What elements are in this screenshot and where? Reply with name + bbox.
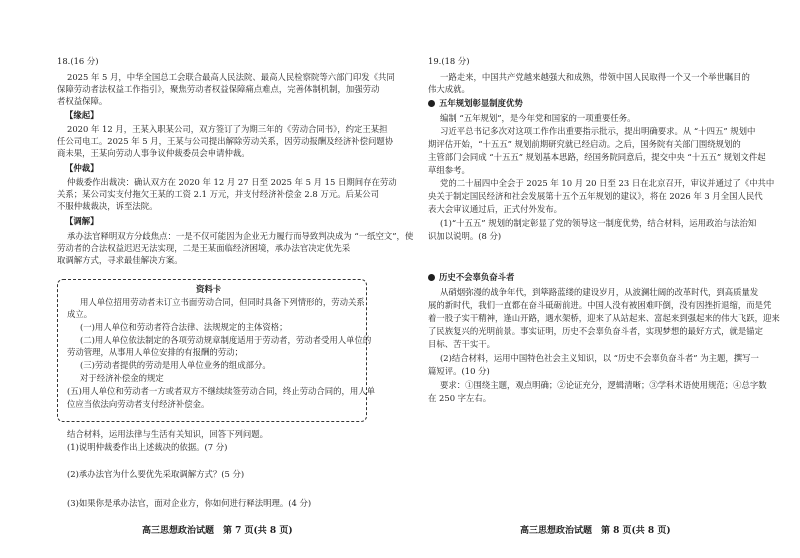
plan-text-line: 期评估开始，“十五五” 规划前期研究就已经启动。之后，国务院有关部门围绕规划的 [428,139,741,149]
section-title-plan: 五年规划彰显制度优势 [428,98,523,109]
info-card-line: 位应当依法向劳动者支付经济补偿金。 [67,399,210,409]
q18-para-line: 保障劳动者法权益工作指引》，聚焦劳动者权益保障痛点难点，完善体制机制，加强劳动 [57,84,380,94]
question-18-heading: 18.(16 分) [57,56,99,66]
section-title-history: 历史不会辜负奋斗者 [428,272,514,283]
question-19-heading: 19.(18 分) [428,56,470,66]
sub-question-2: 篇短评。(10 分) [428,366,490,376]
info-card-line: 成立。 [67,309,93,319]
sub-question-2: (2)结合材料，运用中国特色社会主义知识，以 “历史不会辜负奋斗者” 为主题，撰写一 [440,353,759,363]
case-text-line: 商未果，王某向劳动人事争议仲裁委员会申请仲裁。 [57,148,250,158]
bullet-icon [428,274,435,281]
info-card-line: (一)用人单位和劳动者符合法律、法规规定的主体资格； [80,322,288,332]
sub-question-3: (3)如果你是承办法官，面对企业方，你如何进行释法明理。(4 分) [67,498,312,508]
q19-intro-line: 伟大成就。 [428,84,470,94]
mediation-text-line: 取调解方式，寻求最佳解决方案。 [57,255,183,265]
info-card-title: 资料卡 [196,284,222,294]
plan-text-line: 党的二十届四中全会于 2025 年 10 月 20 日至 23 日在北京召开，审议并通过了《中共中 [440,178,775,188]
section-label-mediation: 【调解】 [65,216,99,226]
mediation-text-line: 承办法官释明双方分歧焦点：一是不仅可能因为企业无力履行而导致判决成为 “一纸空文”，使 [67,231,414,241]
case-text-line: 任公司电工。2025 年 5 月，王某与公司提出解除劳动关系，因劳动报酬及经济补偿问题协 [57,136,394,146]
history-text-line: 目标、苦干实干。 [428,339,495,349]
info-card-line: (三)劳动者提供的劳动是用人单位业务的组成部分。 [80,360,271,370]
bullet-icon [428,100,435,107]
history-text-line: 展的新时代，我们一直都在奋斗砥砺前进。中国人没有被困难吓倒，没有因挫折退缩，而是凭 [428,300,772,310]
info-card-line: (五)用人单位和劳动者一方或者双方不继续续签劳动合同，终止劳动合同的，用人单 [67,386,376,396]
history-text-line: 着一股子实干精神，逢山开路，遇水架桥，迎来了从站起来、富起来到强起来的伟大飞跃，迎来 [428,313,780,323]
history-text-line: 从硝烟弥漫的战争年代，到筚路蓝缕的建设岁月，从波澜壮阔的改革时代，到高质量发 [440,287,759,297]
page-footer: 高三思想政治试题 第 7 页(共 8 页) [142,526,293,536]
info-card-line: 用人单位招用劳动者未订立书面劳动合同，但同时具备下列情形的，劳动关系 [80,297,365,307]
info-card-line: (二)用人单位依法制定的各项劳动规章制度适用于劳动者，劳动者受用人单位的 [80,335,372,345]
history-text-line: 了民族复兴的光明前景。事实证明，历史不会辜负奋斗者，实现梦想的最好方式，就是锚定 [428,326,763,336]
section-label-origin: 【缘起】 [65,110,99,120]
arbitration-text-line: 关系；某公司实支付拖欠王某的工资 2.1 万元，并支付经济补偿金 2.8 万元。后某公司 [57,189,380,199]
sub-question-1: (1)说明仲裁委作出上述裁决的依据。(7 分) [67,442,228,452]
plan-text-line: 主管部门会同成 “十五五” 规划基本思路，经国务院同意后，提交中央 “十五五” 规划文件起 [428,152,766,162]
sub-question-2: (2)承办法官为什么要优先采取调解方式？(5 分) [67,469,245,479]
case-text-line: 2020 年 12 月，王某入职某公司，双方签订了为期三年的《劳动合同书》，约定王某担 [67,124,388,134]
sub-question-1: 识加以说明。(8 分) [428,231,502,241]
section-label-arbitration: 【仲裁】 [65,163,99,173]
info-card-line: 劳动管理，从事用人单位安排的有报酬的劳动； [67,347,243,357]
info-card-line: 对于经济补偿金的规定 [80,373,164,383]
arbitration-text-line: 不服仲裁裁决，诉至法院。 [57,201,158,211]
requirements-line: 在 250 字左右。 [428,393,492,403]
plan-text-line: 草组参考。 [428,165,470,175]
q18-para-line: 者权益保障。 [57,96,108,106]
plan-text-line: 编制 “五年规划”，是今年党和国家的一项重要任务。 [440,113,636,123]
sub-question-1: (1)“十五五” 规划的制定彰显了党的领导这一制度优势，结合材料，运用政治与法治知 [440,218,757,228]
mediation-text-line: 劳动者的合法权益迟迟无法实现，二是王某面临经济困境，承办法官决定优先采 [57,243,351,253]
plan-text-line: 表大会审议通过后，正式付外发布。 [428,204,562,214]
q18-para-line: 2025 年 5 月，中华全国总工会联合最高人民法院、最高人民检察院等六部门印发《共同 [67,72,395,82]
question-instruction: 结合材料，运用法律与生活有关知识，回答下列问题。 [67,429,268,439]
page-footer: 高三思想政治试题 第 8 页(共 8 页) [520,526,671,536]
plan-text-line: 习近平总书记多次对这项工作作出重要指示批示，提出明确要求。从 “十四五” 规划中 [440,126,756,136]
right-page [400,0,800,558]
requirements-line: 要求：①围绕主题，观点明确；②论证充分，逻辑清晰；③学科术语使用规范；④总字数 [440,380,767,390]
plan-text-line: 央关于制定国民经济和社会发展第十五个五年规划的建议》，将在 2026 年 3 月全国人民代 [428,191,763,201]
arbitration-text-line: 仲裁委作出裁决：确认双方在 2020 年 12 月 27 日至 2025 年 5 月 15 日期间存在劳动 [67,177,397,187]
q19-intro-line: 一路走来，中国共产党越来越强大和成熟，带领中国人民取得一个又一个举世瞩目的 [440,72,750,82]
